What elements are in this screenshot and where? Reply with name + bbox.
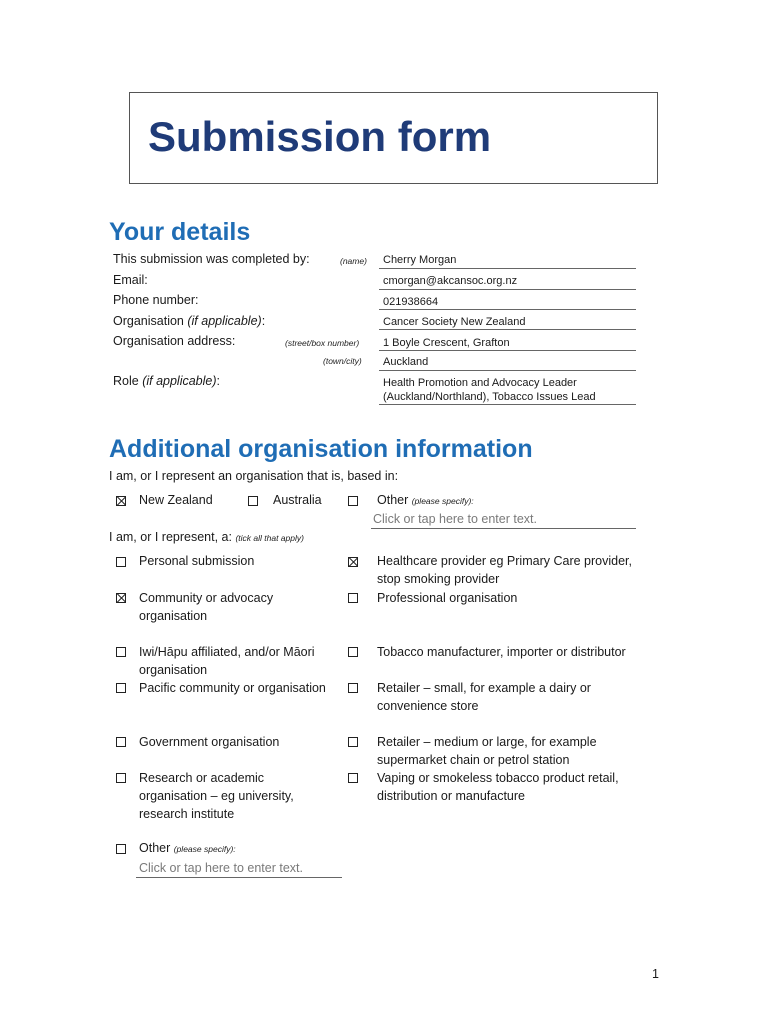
australia-label: Australia xyxy=(273,493,322,507)
organisation-field-underline xyxy=(379,329,636,330)
email-label: Email: xyxy=(113,273,148,287)
town-field-underline xyxy=(379,370,636,371)
town-hint: (town/city) xyxy=(323,356,362,366)
research-academic-checkbox[interactable] xyxy=(116,773,126,783)
retailer-large-label: Retailer – medium or large, for example supermarket chain or petrol station xyxy=(377,735,597,767)
community-advocacy-label: Community or advocacy organisation xyxy=(139,591,274,623)
phone-field-underline xyxy=(379,309,636,310)
personal-submission-checkbox[interactable] xyxy=(116,557,126,567)
government-label: Government organisation xyxy=(139,735,280,749)
phone-field[interactable]: 021938664 xyxy=(383,296,439,308)
other-type-underline xyxy=(136,877,342,878)
address-label: Organisation address: xyxy=(113,334,236,348)
name-field[interactable]: Cherry Morgan xyxy=(383,254,457,266)
other-location-input[interactable]: Click or tap here to enter text. xyxy=(373,512,537,526)
street-field-underline xyxy=(379,350,636,351)
vaping-retail-checkbox[interactable] xyxy=(348,773,358,783)
tobacco-manufacturer-label: Tobacco manufacturer, importer or distributor xyxy=(377,645,626,659)
email-field-underline xyxy=(379,289,636,290)
other-location-underline xyxy=(371,528,636,529)
retailer-large-checkbox[interactable] xyxy=(348,737,358,747)
your-details-heading: Your details xyxy=(109,218,251,246)
other-type-checkbox[interactable] xyxy=(116,844,126,854)
personal-submission-label: Personal submission xyxy=(139,554,255,568)
organisation-label: Organisation (if applicable): xyxy=(113,314,266,328)
organisation-field[interactable]: Cancer Society New Zealand xyxy=(383,316,526,328)
pacific-community-checkbox[interactable] xyxy=(116,683,126,693)
retailer-small-checkbox[interactable] xyxy=(348,683,358,693)
email-field[interactable]: cmorgan@akcansoc.org.nz xyxy=(383,275,518,287)
healthcare-provider-label: Healthcare provider eg Primary Care provider, stop smoking provider xyxy=(377,554,632,586)
iwi-hapu-label: Iwi/Hāpu affiliated, and/or Māori organisation xyxy=(139,645,315,677)
pacific-community-label: Pacific community or organisation xyxy=(139,681,326,695)
research-academic-label: Research or academic organisation – eg university, research institute xyxy=(139,771,294,821)
other-type-input[interactable]: Click or tap here to enter text. xyxy=(139,861,303,875)
completed-by-label: This submission was completed by: xyxy=(113,252,310,266)
street-field[interactable]: 1 Boyle Crescent, Grafton xyxy=(383,337,510,349)
name-hint: (name) xyxy=(340,256,367,266)
additional-info-heading: Additional organisation information xyxy=(109,435,533,463)
name-field-underline xyxy=(379,268,636,269)
role-field[interactable]: Health Promotion and Advocacy Leader (Auckland/Northland), Tobacco Issues Lead xyxy=(383,377,596,403)
community-advocacy-checkbox[interactable] xyxy=(116,593,126,603)
vaping-retail-label: Vaping or smokeless tobacco product retail, distribution or manufacture xyxy=(377,771,619,803)
new-zealand-checkbox[interactable] xyxy=(116,496,126,506)
professional-org-checkbox[interactable] xyxy=(348,593,358,603)
page-number: 1 xyxy=(652,967,659,981)
role-field-underline xyxy=(379,404,636,405)
government-checkbox[interactable] xyxy=(116,737,126,747)
represent-prompt: I am, or I represent, a: (tick all that apply) xyxy=(109,530,304,544)
street-hint: (street/box number) xyxy=(285,338,360,348)
role-label: Role (if applicable): xyxy=(113,374,221,388)
iwi-hapu-checkbox[interactable] xyxy=(116,647,126,657)
professional-org-label: Professional organisation xyxy=(377,591,518,605)
healthcare-provider-checkbox[interactable] xyxy=(348,557,358,567)
other-type-label: Other (please specify): xyxy=(139,841,236,855)
phone-label: Phone number: xyxy=(113,293,199,307)
other-location-label: Other (please specify): xyxy=(377,493,474,507)
australia-checkbox[interactable] xyxy=(248,496,258,506)
form-title: Submission form xyxy=(148,113,492,160)
tobacco-manufacturer-checkbox[interactable] xyxy=(348,647,358,657)
title-box xyxy=(129,92,658,184)
town-field[interactable]: Auckland xyxy=(383,356,429,368)
other-location-checkbox[interactable] xyxy=(348,496,358,506)
new-zealand-label: New Zealand xyxy=(139,493,213,507)
based-in-prompt: I am, or I represent an organisation that is, based in: xyxy=(109,469,399,483)
retailer-small-label: Retailer – small, for example a dairy or convenience store xyxy=(377,681,591,713)
